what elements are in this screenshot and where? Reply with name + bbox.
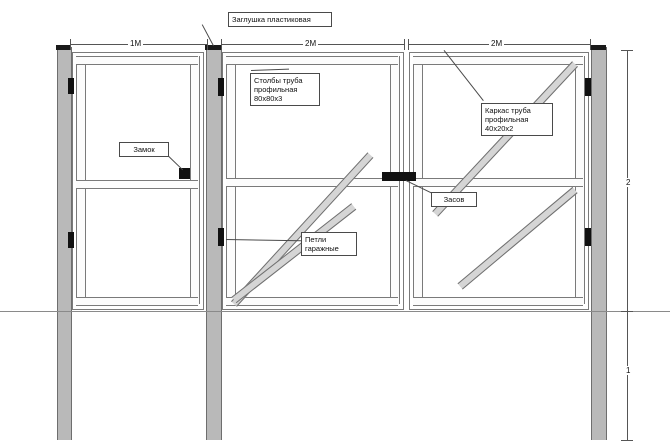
leaf-left-rail-top	[226, 56, 398, 65]
leaf-left-hinge-bottom	[218, 228, 224, 246]
callout-plastic-cap: Заглушка пластиковая	[228, 12, 332, 27]
leaf-right-rail-top	[413, 56, 583, 65]
leaf-right-hinge-bottom	[585, 228, 591, 246]
callout-post-pipe: Столбы труба профильная 80х80х3	[250, 73, 320, 106]
dim-leaf-left-tick-left	[221, 39, 222, 50]
dim-wicket-tick-right	[207, 39, 208, 50]
dim-above-ground-tick-top	[621, 50, 633, 51]
dim-leaf-right-tick-right	[590, 39, 591, 50]
dim-leaf-right-tick-left	[408, 39, 409, 50]
wicket-rail-mid	[76, 180, 198, 189]
leaf-right-hinge-top	[585, 78, 591, 96]
leaf-left-rail-bottom	[226, 297, 398, 306]
leaf-right-rail-mid	[413, 178, 583, 187]
dim-below-ground-line	[627, 311, 628, 440]
dim-leaf-left-label: 2М	[305, 39, 317, 48]
post-right-cap	[590, 45, 606, 50]
callout-frame-pipe: Каркас труба профильная 40х20х2	[481, 103, 553, 136]
dim-leaf-right-label: 2М	[491, 39, 503, 48]
leaf-left-rail-mid	[226, 178, 398, 187]
dim-wicket-label: 1М	[130, 39, 142, 48]
leaf-left-hinge-top	[218, 78, 224, 96]
wicket-rail-top	[76, 56, 198, 65]
latch-block	[382, 172, 416, 181]
leaf-right-rail-bottom	[413, 297, 583, 306]
dim-below-ground-tick-bottom	[621, 440, 633, 441]
dim-below-ground-label: 1	[626, 366, 631, 375]
lock-block	[179, 168, 190, 179]
callout-hinges: Петли гаражные	[301, 232, 357, 256]
callout-lock: Замок	[119, 142, 169, 157]
wicket-hinge-bottom	[68, 232, 74, 248]
dim-leaf-left-tick-right	[404, 39, 405, 50]
dim-wicket-tick-left	[70, 39, 71, 50]
post-left-cap	[56, 45, 71, 50]
dim-above-ground-label: 2	[626, 178, 631, 187]
wicket-rail-bottom	[76, 297, 198, 306]
ground-line	[0, 311, 670, 312]
post-right	[591, 47, 607, 440]
wicket-hinge-top	[68, 78, 74, 94]
callout-latch: Засов	[431, 192, 477, 207]
